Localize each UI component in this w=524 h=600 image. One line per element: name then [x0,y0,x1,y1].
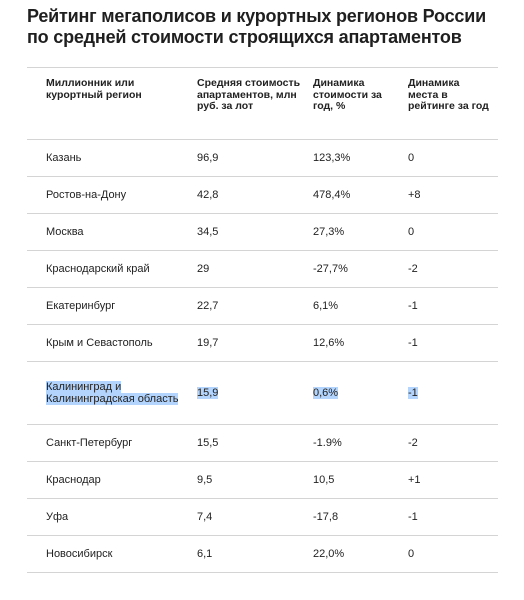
table-row [27,325,498,362]
cell-rank-change-text: 0 [408,225,415,238]
cell-rank-change-text: 0 [408,547,415,560]
cell-price-change-text: 123,3% [313,151,351,164]
table-body [27,140,498,573]
cell-price-change [311,499,406,536]
column-header-region: Миллионник или курортный регион [27,68,195,140]
cell-price-change [311,325,406,362]
table-row [27,499,498,536]
cell-avg-price-text: 19,7 [197,336,219,349]
cell-region [27,140,195,177]
table-header-row [27,68,498,140]
cell-avg-price [195,288,311,325]
column-header-avg-price: Средняя стоимость апартаментов, млн руб. за лот [195,68,311,140]
cell-price-change [311,251,406,288]
table-row [27,462,498,499]
cell-avg-price [195,362,311,425]
cell-rank-change-text: 0 [408,151,415,164]
cell-region-text: Новосибирск [46,547,113,560]
table-row [27,177,498,214]
cell-region [27,425,195,462]
cell-region-text: Уфа [46,510,69,523]
cell-rank-change-text: -2 [408,436,418,449]
cell-rank-change-text: -1 [408,336,418,349]
cell-avg-price-text: 9,5 [197,473,213,486]
cell-price-change [311,425,406,462]
cell-region-text: Санкт-Петербург [46,436,133,449]
cell-rank-change [406,177,498,214]
cell-rank-change [406,288,498,325]
cell-price-change [311,288,406,325]
cell-region-text: Екатеринбург [46,299,116,312]
cell-avg-price [195,536,311,573]
cell-rank-change-text: -1 [408,386,418,399]
cell-region-text: Калининград и Калининградская область [46,380,179,405]
cell-avg-price [195,325,311,362]
cell-rank-change-text: +1 [408,473,421,486]
table-row [27,362,498,425]
cell-avg-price [195,499,311,536]
cell-price-change [311,214,406,251]
cell-avg-price-text: 29 [197,262,210,275]
table-row [27,214,498,251]
cell-rank-change [406,499,498,536]
cell-avg-price [195,462,311,499]
cell-rank-change [406,425,498,462]
cell-rank-change [406,325,498,362]
cell-avg-price-text: 42,8 [197,188,219,201]
cell-region-text: Ростов-на-Дону [46,188,127,201]
cell-rank-change [406,362,498,425]
cell-avg-price-text: 15,5 [197,436,219,449]
cell-price-change-text: -1.9% [313,436,342,449]
cell-avg-price-text: 7,4 [197,510,213,523]
cell-price-change-text: 10,5 [313,473,335,486]
cell-rank-change [406,251,498,288]
table-row [27,140,498,177]
column-header-price-change: Динамика стоимости за год, % [311,68,406,140]
cell-price-change-text: 22,0% [313,547,345,560]
rating-table [27,67,498,573]
cell-price-change [311,362,406,425]
cell-avg-price-text: 96,9 [197,151,219,164]
cell-rank-change [406,536,498,573]
cell-region [27,462,195,499]
cell-region-text: Крым и Севастополь [46,336,153,349]
cell-avg-price [195,251,311,288]
cell-rank-change [406,462,498,499]
cell-price-change-text: -17,8 [313,510,339,523]
cell-region [27,288,195,325]
cell-region-text: Краснодар [46,473,101,486]
cell-region-text: Москва [46,225,84,238]
cell-price-change [311,536,406,573]
cell-rank-change [406,214,498,251]
cell-price-change [311,462,406,499]
cell-rank-change-text: -1 [408,510,418,523]
cell-avg-price [195,140,311,177]
cell-price-change-text: 6,1% [313,299,339,312]
cell-region [27,251,195,288]
cell-region [27,325,195,362]
cell-region [27,499,195,536]
cell-rank-change [406,140,498,177]
cell-rank-change-text: +8 [408,188,421,201]
cell-price-change [311,177,406,214]
cell-region [27,362,195,425]
cell-avg-price [195,425,311,462]
cell-avg-price [195,177,311,214]
table-row [27,251,498,288]
cell-price-change-text: 0,6% [313,386,339,399]
page-title: Рейтинг мегаполисов и курортных регионов России по средней стоимости строящихся апартаментов [27,6,486,47]
cell-price-change-text: 27,3% [313,225,345,238]
cell-price-change-text: 12,6% [313,336,345,349]
table-row [27,425,498,462]
cell-region [27,214,195,251]
cell-price-change-text: -27,7% [313,262,348,275]
cell-region [27,177,195,214]
cell-price-change-text: 478,4% [313,188,351,201]
cell-avg-price-text: 15,9 [197,386,219,399]
column-header-rank-change: Динамика места в рейтинге за год [406,68,498,140]
cell-region-text: Краснодарский край [46,262,150,275]
table-row [27,536,498,573]
cell-region-text: Казань [46,151,82,164]
cell-avg-price-text: 22,7 [197,299,219,312]
cell-rank-change-text: -1 [408,299,418,312]
cell-price-change [311,140,406,177]
cell-region [27,536,195,573]
table-row [27,288,498,325]
cell-avg-price [195,214,311,251]
cell-rank-change-text: -2 [408,262,418,275]
cell-avg-price-text: 34,5 [197,225,219,238]
cell-avg-price-text: 6,1 [197,547,213,560]
